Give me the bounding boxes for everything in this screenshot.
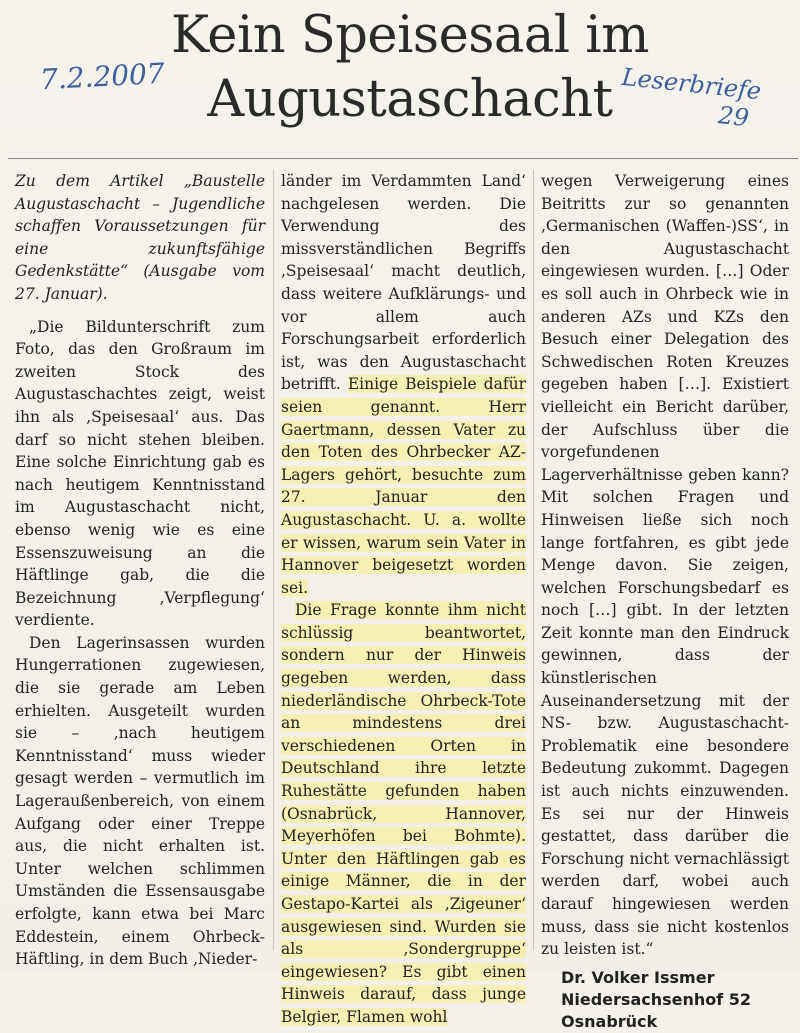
paragraph: „Die Bildunterschrift zum Foto, das den Großraum im zweiten Stock des Augustaschachtes zeigt, weist ihn als ‚Speisesaal‘ aus. Das darf so nicht stehen bleiben. Eine solche Einrichtung gab es nach heutigem Kenntnisstand im Augustaschacht nicht, ebenso wenig wie es eine Essenszuweisung an die Häftlinge gab, die die Bezeichnung ‚Verpflegung‘ verdiente. — [15, 317, 265, 630]
headline-line-1: Kein Speisesaal im — [171, 6, 649, 65]
handwritten-page-number: 29 — [716, 101, 751, 133]
header-divider — [8, 158, 798, 159]
author-street: Niedersachsenhof 52 — [561, 989, 752, 1009]
paragraph — [281, 170, 526, 599]
column-1 — [15, 170, 265, 971]
intro-text: Zu dem Artikel „Baustelle Augustaschacht – Jugendliche schaffen Voraussetzungen für eine zukunftsfähige Gedenkstätte“ (Ausgabe vom 27. Januar). — [15, 172, 265, 303]
author-city: Osnabrück — [561, 1011, 658, 1031]
paragraph: Den Lagerinsassen wurden Hungerrationen zugewiesen, die sie gerade am Leben erhielten. Ausgeteilt wurden sie – ‚nach heutigem Kenntnisstand‘ muss wieder gesagt werden – vermutlich im Lageraußenbereich, von einem Aufgang oder einer Treppe aus, die nicht erhalten ist. Unter welchen schlimmen Umständen die Essensausgabe erfolgte, kann etwa bei Marc Eddestein, einem Ohrbeck-Häftling, in dem Buch ‚Nieder- — [15, 633, 265, 969]
column-3 — [541, 170, 789, 1033]
highlighted-text: Die Frage konnte ihm nicht schlüssig beantwortet, sondern nur der Hinweis gegeben werden, dass niederländische Ohrbeck-Tote an mindestens drei verschiedenen Orten in Deutschland ihre letzte Ruhestätte gefunden haben (Osnabrück, Hannover, Meyerhöfen bei Bohmte). Unter den Häftlingen gab es einige Männer, die in der Gestapo-Kartei als ‚Zigeuner‘ ausgewiesen sind. Wurden sie als ‚Sondergruppe‘ eingewiesen? Es gibt einen Hinweis darauf, dass junge Belgier, Flamen wohl — [281, 601, 526, 1026]
author-signature — [561, 967, 789, 1033]
headline — [120, 4, 700, 132]
handwritten-date: 7.2.2007 — [39, 56, 166, 97]
column-2 — [281, 170, 526, 1029]
handwritten-section: Leserbriefe — [620, 62, 763, 106]
highlighted-text: Einige Beispiele dafür seien genannt. Herr Gaertmann, dessen Vater zu den Toten des Ohrbecker AZ-Lagers gehört, besuchte zum 27. Januar den Augustaschacht. U. a. wollte er wissen, warum sein Vater in Hannover beigesetzt worden sei. — [281, 375, 526, 597]
headline-line-2: Augustaschacht — [207, 70, 613, 129]
paragraph — [281, 599, 526, 1028]
paragraph: wegen Verweigerung eines Beitritts zur so genannten ‚Germanischen (Waffen-)SS‘, in den Augustaschacht eingewiesen wurden. […] Oder es soll auch in Ohrbeck wie in anderen AZs und KZs den Besuch einer Delegation des Schwedischen Roten Kreuzes gegeben haben […]. Existiert vielleicht ein Bericht darüber, der Aufschluss über die vorgefundenen Lagerverhältnisse geben kann? Mit solchen Fragen und Hinweisen ließe sich noch lange fortfahren, es gibt jede Menge davon. Sie zeigen, welchen Forschungsbedarf es noch […] gibt. In der letzten Zeit konnte man den Eindruck gewinnen, dass der künstlerischen Auseinandersetzung mit der NS- bzw. Augustaschacht-Problematik eine besondere Bedeutung zukommt. Dagegen ist auch nichts einzuwenden. Es sei nur der Hinweis gestattet, dass darüber die Forschung nicht vernachlässigt werden darf, wobei auch darauf hingewiesen werden muss, dass sie nicht kostenlos zu leisten ist.“ — [541, 172, 789, 959]
author-name: Dr. Volker Issmer — [561, 967, 715, 987]
column-divider — [273, 170, 274, 950]
paragraph-text: länder im Verdammten Land‘ nachgelesen werden. Die Verwendung des missverständlichen Begriffs ‚Speisesaal‘ macht deutlich, dass weitere Aufklärungs- und vor allem auch Forschungsarbeit erforderlich ist, was den Augustaschacht betrifft. — [281, 172, 526, 394]
column-divider — [533, 170, 534, 950]
